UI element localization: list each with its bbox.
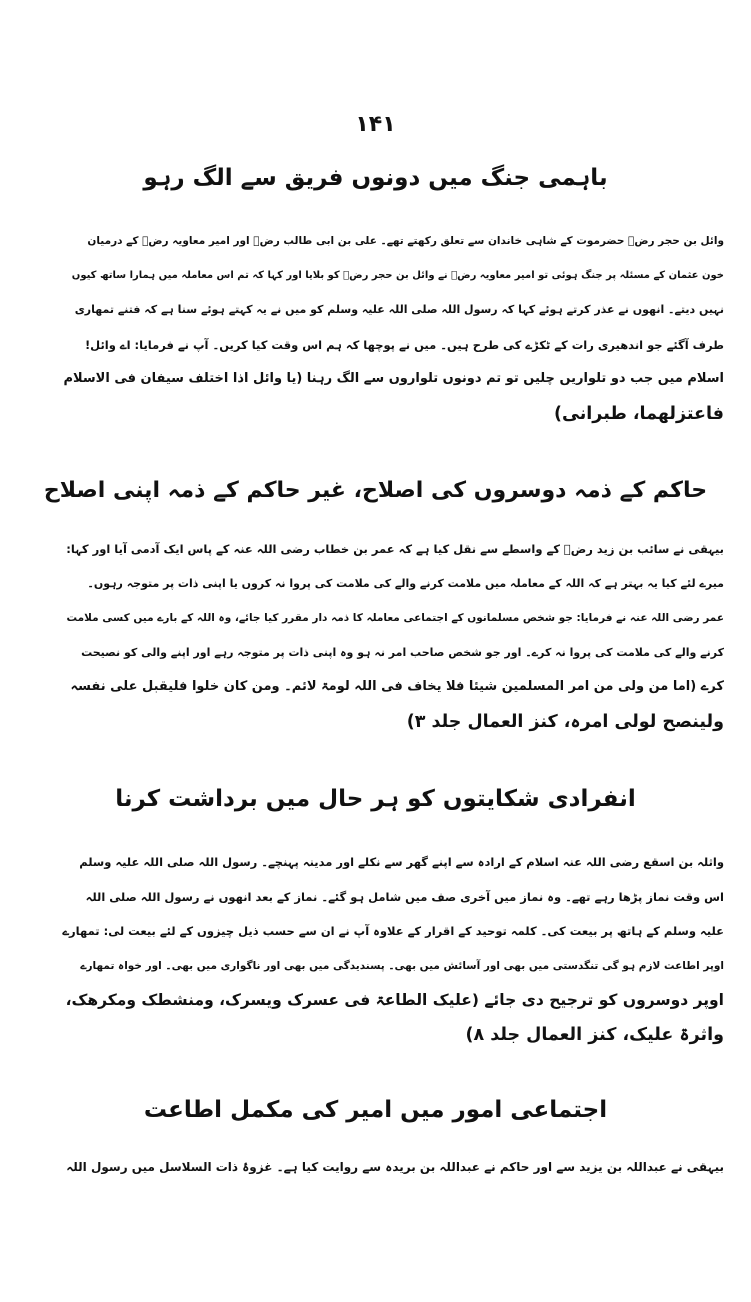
section-heading-ruler-reform: حاکم کے ذمہ دوسروں کی اصلاح، غیر حاکم کے ذمہ اپنی اصلاح: [43, 478, 708, 503]
paragraph-wail-bin-hujr: [60, 224, 724, 431]
paragraph-umar-advice: [60, 532, 724, 739]
text-line: وائل بن حجر رضؓ حضرموت کے شاہی خاندان سے تعلق رکھتے تھے۔ علی بن ابی طالب رضؓ اور امیر معاویہ رضؓ کے درمیان: [87, 235, 724, 247]
text-line: خون عثمان کے مسئلہ پر جنگ ہوئی تو امیر معاویہ رضؓ نے وائل بن حجر رضؓ کو بلایا اور کہا کہ تم اس معاملہ میں ہمارا ساتھ کیوں: [71, 269, 724, 281]
text-line: بیہقی نے سائب بن زید رضؓ کے واسطے سے نقل کیا ہے کہ عمر بن خطاب رضی اللہ عنہ کے پاس ایک آدمی آیا اور کہا:: [66, 542, 724, 556]
text-line: طرف آگئے جو اندھیری رات کے ٹکڑے کی طرح ہیں۔ میں نے پوچھا کہ ہم اس وقت کیا کریں۔ آپ نے فرمایا: اے وائل!: [84, 337, 724, 352]
text-line: واثلہ بن اسقع رضی اللہ عنہ اسلام کے ارادہ سے اپنے گھر سے نکلے اور مدینہ پہنچے۔ رسول اللہ صلی اللہ علیہ وسلم: [79, 855, 724, 869]
text-line: عمر رضی اللہ عنہ نے فرمایا: جو شخص مسلمانوں کے اجتماعی معاملہ کا ذمہ دار مقرر کیا جائے، وہ اللہ کے بارے میں کسی ملامت: [66, 612, 724, 624]
text-line: علیہ وسلم کے ہاتھ پر بیعت کی۔ کلمہ توحید کے اقرار کے علاوہ آپ نے ان سے حسب ذیل چیزوں کے لئے بیعت لی: تمھارے: [62, 924, 724, 938]
section-heading-mutual-war: باہمی جنگ میں دونوں فریق سے الگ رہو: [143, 165, 608, 191]
text-line: کرے (اما من ولی من امر المسلمین شیئا فلا یخاف فی اللہ لومۃ لائم۔ ومن کان خلوا فلیقبل علی نفسہ: [70, 679, 724, 694]
text-line: فاعتزلھما، طبرانی): [554, 403, 724, 424]
text-line: اوپر دوسروں کو ترجیح دی جائے (علیک الطاعۃ فی عسرک ویسرک، ومنشطک ومکرھک،: [65, 991, 724, 1009]
text-line: واثرۃ علیک، کنز العمال جلد ۸): [465, 1024, 724, 1045]
text-line: اسلام میں جب دو تلواریں چلیں تو تم دونوں تلواروں سے الگ رہنا (یا وائل اذا اختلف سیفان فی الاسلام: [63, 371, 724, 386]
paragraph-wathila-bayah: [60, 845, 724, 1052]
page-number: ۱۴۱: [355, 112, 396, 137]
text-line: نہیں دیتے۔ انھوں نے عذر کرتے ہوئے کہا کہ رسول اللہ صلی اللہ علیہ وسلم کو میں نے یہ کہتے ہوئے سنا ہے کہ فتنے تمھاری: [74, 303, 724, 316]
text-line: کرنے والے کی ملامت کی پروا نہ کرے۔ اور جو شخص صاحب امر نہ ہو وہ اپنی ذات پر متوجہ رہے اور اپنے والی کو نصیحت: [81, 645, 724, 659]
text-line: ولینصح لولی امرہ، کنز العمال جلد ۳): [406, 711, 724, 732]
text-line: بیہقی نے عبداللہ بن یزید سے اور حاکم نے عبداللہ بن بریدہ سے روایت کیا ہے۔ غزوۂ ذات السلاسل میں رسول اللہ: [66, 1160, 724, 1174]
text-line: میرے لئے کیا یہ بہتر ہے کہ اللہ کے معاملہ میں ملامت کرنے والے کی ملامت کی پروا نہ کروں یا اپنی ذات پر متوجہ رہوں۔: [87, 576, 724, 590]
text-line: اوپر اطاعت لازم ہو گی تنگدستی میں بھی اور آسائش میں بھی۔ پسندیدگی میں بھی اور ناگواری میں بھی۔ اور خواہ تمھارے: [80, 959, 724, 972]
section-heading-individual-grievances: انفرادی شکایتوں کو ہر حال میں برداشت کرنا: [115, 786, 636, 812]
text-line: اس وقت نماز پڑھا رہے تھے۔ وہ نماز میں آخری صف میں شامل ہو گئے۔ نماز کے بعد انھوں نے رسول اللہ صلی اللہ: [85, 889, 724, 904]
paragraph-dhat-al-salasil: [60, 1150, 724, 1185]
section-heading-collective-obedience: اجتماعی امور میں امیر کی مکمل اطاعت: [143, 1097, 608, 1123]
